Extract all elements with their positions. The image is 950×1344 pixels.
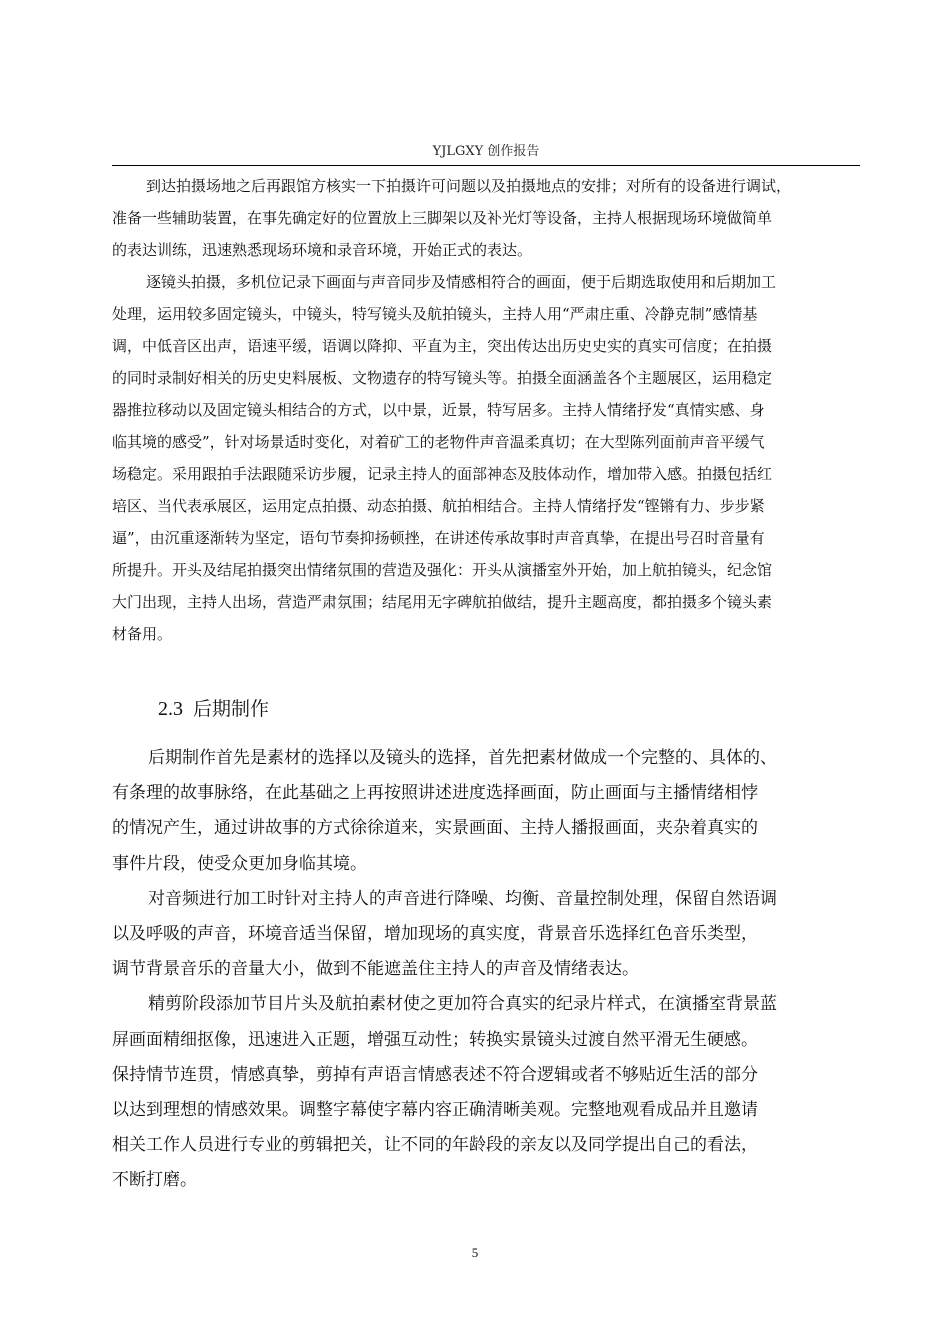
paragraph-line: 保持情节连贯，情感真挚，剪掉有声语言情感表述不符合逻辑或者不够贴近生活的部分 bbox=[112, 1064, 758, 1085]
paragraph-line: 临其境的感受”，针对场景适时变化，对着矿工的老物件声音温柔真切；在大型陈列面前声音平缓气 bbox=[112, 433, 765, 451]
paragraph-line: 精剪阶段添加节目片头及航拍素材使之更加符合真实的纪录片样式，在演播室背景蓝 bbox=[148, 994, 777, 1015]
paragraph-line: 逐镜头拍摄，多机位记录下画面与声音同步及情感相符合的画面，便于后期选取使用和后期加工 bbox=[146, 273, 777, 291]
paragraph-line: 的同时录制好相关的历史史料展板、文物遗存的特写镜头等。拍摄全面涵盖各个主题展区，运用稳定 bbox=[112, 369, 773, 387]
paragraph-line: 以达到理想的情感效果。调整字幕使字幕内容正确清晰美观。完整地观看成品并且邀请 bbox=[112, 1099, 758, 1120]
paragraph-line: 后期制作首先是素材的选择以及镜头的选择，首先把素材做成一个完整的、具体的、 bbox=[148, 748, 777, 768]
paragraph-line: 事件片段，使受众更加身临其境。 bbox=[112, 853, 367, 874]
section-heading bbox=[158, 693, 269, 724]
page-header: YJLGXY 创作报告 bbox=[432, 144, 540, 159]
paragraph-line: 大门出现，主持人出场，营造严肃氛围；结尾用无字碑航拍做结，提升主题高度，都拍摄多个镜头素 bbox=[112, 593, 773, 611]
paragraph-line: 到达拍摄场地之后再跟馆方核实一下拍摄许可问题以及拍摄地点的安排；对所有的设备进行调试， bbox=[146, 177, 792, 195]
paragraph-line: 所提升。开头及结尾拍摄突出情绪氛围的营造及强化：开头从演播室外开始，加上航拍镜头，纪念馆 bbox=[112, 561, 773, 579]
paragraph-line: 培区、当代表承展区，运用定点拍摄、动态拍摄、航拍相结合。主持人情绪抒发“铿锵有力、步步紧 bbox=[112, 497, 765, 515]
paragraph-line: 屏画面精细抠像，迅速进入正题，增强互动性；转换实景镜头过渡自然平滑无生硬感。 bbox=[112, 1029, 758, 1050]
paragraph-line: 相关工作人员进行专业的剪辑把关，让不同的年龄段的亲友以及同学提出自己的看法， bbox=[112, 1135, 758, 1156]
paragraph-line: 准备一些辅助装置，在事先确定好的位置放上三脚架以及补光灯等设备，主持人根据现场环境做简单 bbox=[112, 209, 773, 227]
paragraph-line: 材备用。 bbox=[112, 625, 173, 643]
bottom-text-block bbox=[112, 741, 860, 1198]
header-rule bbox=[112, 165, 860, 166]
paragraph-line: 以及呼吸的声音，环境音适当保留，增加现场的真实度，背景音乐选择红色音乐类型， bbox=[112, 923, 758, 944]
paragraph-line: 不断打磨。 bbox=[112, 1170, 197, 1191]
section-number: 2.3 bbox=[158, 698, 183, 720]
section-title: 后期制作 bbox=[193, 698, 270, 720]
paragraph-line: 器推拉移动以及固定镜头相结合的方式，以中景，近景，特写居多。主持人情绪抒发“真情实感、身 bbox=[112, 401, 765, 419]
paragraph-line: 调，中低音区出声，语速平缓，语调以降抑、平直为主，突出传达出历史史实的真实可信度；在拍摄 bbox=[112, 337, 773, 355]
paragraph-line: 对音频进行加工时针对主持人的声音进行降噪、均衡、音量控制处理，保留自然语调 bbox=[148, 888, 777, 909]
paragraph-line: 调节背景音乐的音量大小，做到不能遮盖住主持人的声音及情绪表达。 bbox=[112, 959, 639, 980]
page-number: 5 bbox=[471, 1245, 479, 1260]
paragraph-line: 场稳定。采用跟拍手法跟随采访步履，记录主持人的面部神态及肢体动作，增加带入感。拍摄包括红 bbox=[112, 465, 773, 483]
paragraph-line: 的表达训练，迅速熟悉现场环境和录音环境，开始正式的表达。 bbox=[112, 241, 533, 259]
top-text-block bbox=[112, 170, 860, 650]
paragraph-line: 的情况产生，通过讲故事的方式徐徐道来，实景画面、主持人播报画面，夹杂着真实的 bbox=[112, 818, 758, 839]
paragraph-line: 逼”，由沉重逐渐转为坚定，语句节奏抑扬顿挫，在讲述传承故事时声音真挚，在提出号召时音量有 bbox=[112, 529, 765, 547]
paragraph-line: 有条理的故事脉络，在此基础之上再按照讲述进度选择画面，防止画面与主播情绪相悖 bbox=[112, 783, 758, 804]
paragraph-line: 处理，运用较多固定镜头，中镜头，特写镜头及航拍镜头，主持人用“严肃庄重、冷静克制”感情基 bbox=[112, 305, 758, 323]
